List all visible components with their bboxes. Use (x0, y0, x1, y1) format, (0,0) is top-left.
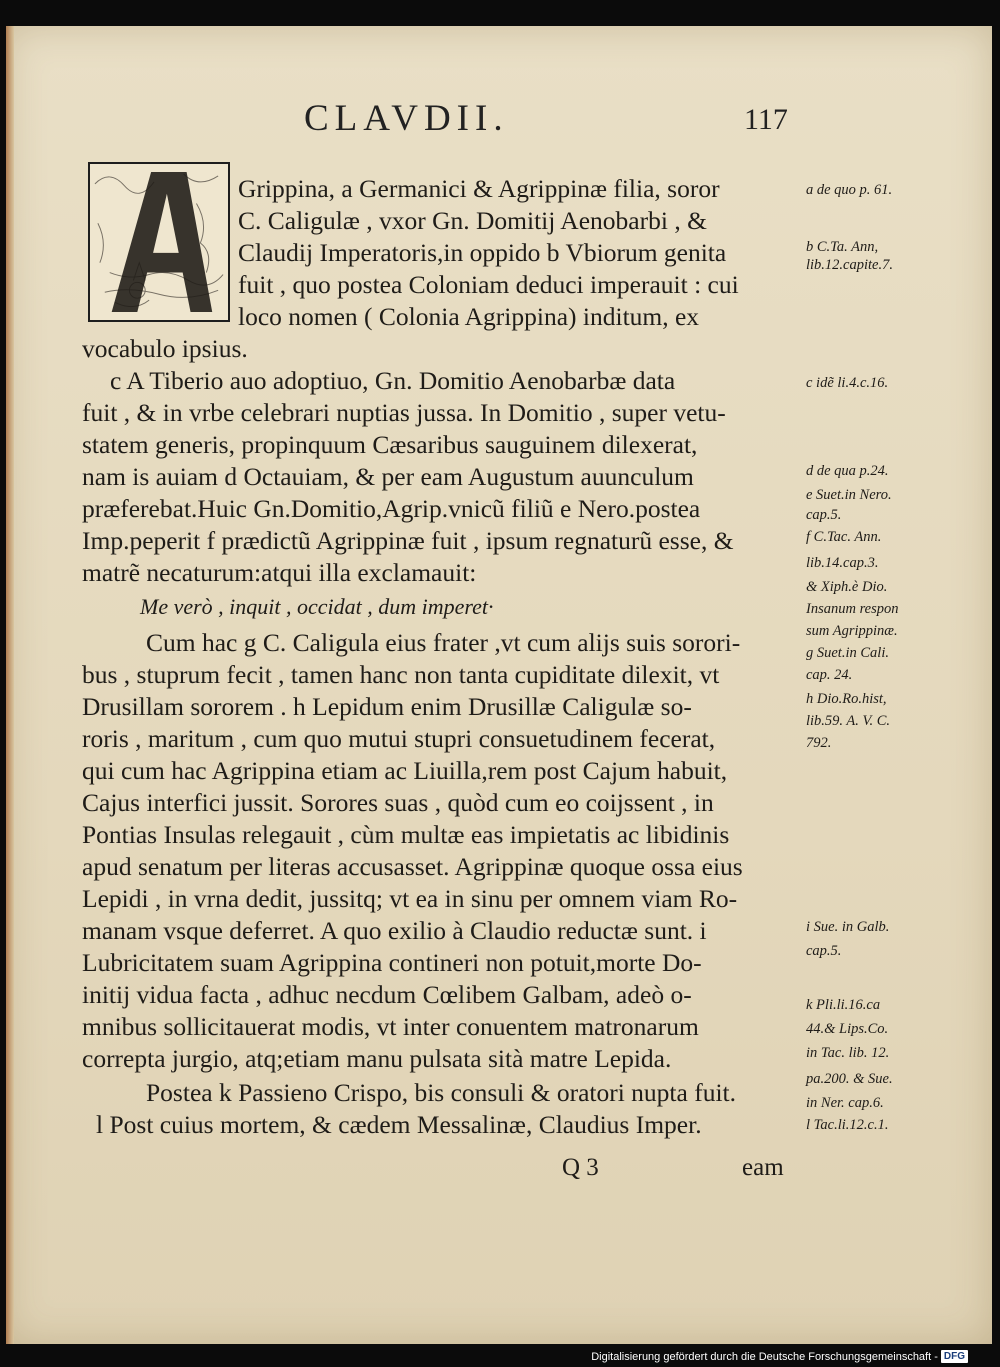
text-line: Postea k Passieno Crispo, bis consuli & oratori nupta fuit. (146, 1078, 736, 1107)
text-line: vocabulo ipsius. (82, 334, 248, 363)
text-line: Imp.peperit f prædictũ Agrippinæ fuit , ipsum regnaturũ esse, & (82, 526, 734, 555)
margin-note: lib.12.capite.7. (806, 257, 893, 273)
margin-note: & Xiph.è Dio. (806, 579, 888, 595)
margin-note: cap.5. (806, 943, 842, 959)
margin-note: pa.200. & Sue. (806, 1071, 893, 1087)
text-line: C. Caligulæ , vxor Gn. Domitij Aenobarbi , & (238, 206, 707, 235)
text-line: c A Tiberio auo adoptiuo, Gn. Domitio Aenobarbæ data (110, 366, 676, 395)
page-number: 117 (744, 103, 788, 136)
margin-note: i Sue. in Galb. (806, 919, 890, 935)
drop-cap-letter: A (157, 238, 161, 244)
margin-note: 44.& Lips.Co. (806, 1021, 889, 1037)
text-line: Grippina, a Germanici & Agrippinæ filia, soror (238, 174, 720, 203)
text-line: Cum hac g C. Caligula eius frater ,vt cum alijs suis sorori- (146, 628, 741, 657)
text-line: Drusillam sororem . h Lepidum enim Drusillæ Caligulæ so- (82, 692, 692, 721)
page-edge (6, 26, 14, 1344)
text-line: correpta jurgio, atq;etiam manu pulsata sità matre Lepida. (82, 1044, 672, 1073)
margin-note: sum Agrippinæ. (806, 623, 898, 639)
margin-note: lib.59. A. V. C. (806, 713, 891, 729)
text-line: Lubricitatem suam Agrippina contineri non potuit,morte Do- (82, 948, 702, 977)
text-line: statem generis, propinquum Cæsaribus sauguinem dilexerat, (82, 430, 698, 459)
text-line: nam is auiam d Octauiam, & per eam Augustum auunculum (82, 462, 694, 491)
margin-note: Insanum respon (806, 601, 899, 617)
margin-note: e Suet.in Nero. (806, 487, 892, 503)
text-line: matrẽ necaturum:atqui illa exclamauit: (82, 558, 477, 587)
margin-note: k Pli.li.16.ca (806, 997, 881, 1013)
margin-note: lib.14.cap.3. (806, 555, 879, 571)
footer-text: Digitalisierung gefördert durch die Deutsche Forschungsgemeinschaft - (591, 1350, 938, 1363)
text-line: apud senatum per literas accusasset. Agrippinæ quoque ossa eius (82, 852, 743, 881)
catchword: eam (742, 1154, 784, 1181)
text-line: fuit , quo postea Coloniam deduci imperauit : cui (238, 270, 739, 299)
text-line: roris , maritum , cum quo mutui stupri consuetudinem fecerat, (82, 724, 716, 753)
drop-cap-illustration (90, 164, 228, 320)
text-line: qui cum hac Agrippina etiam ac Liuilla,rem post Cajum habuit, (82, 756, 728, 785)
text-line: mnibus sollicitauerat modis, vt inter conuentem matronarum (82, 1012, 699, 1041)
text-line: bus , stuprum fecit , tamen hanc non tanta cupiditate dilexit, vt (82, 660, 720, 689)
decorated-initial-letter (88, 162, 230, 322)
margin-note: c idẽ li.4.c.16. (806, 375, 889, 391)
running-title: CLAVDII. (304, 98, 509, 139)
text-line: Lepidi , in vrna dedit, jussitq; vt ea in sinu per omnem viam Ro- (82, 884, 738, 913)
dfg-logo-icon: DFG (941, 1350, 968, 1363)
text-line: Claudij Imperatoris,in oppido b Vbiorum genita (238, 238, 727, 267)
digitization-footer (591, 1350, 968, 1363)
margin-note: f C.Tac. Ann. (806, 529, 882, 545)
text-line: loco nomen ( Colonia Agrippina) inditum, ex (238, 302, 700, 331)
margin-note: h Dio.Ro.hist, (806, 691, 887, 707)
book-page (6, 26, 992, 1344)
signature-mark: Q 3 (562, 1154, 599, 1181)
quoted-speech: Me verò , inquit , occidat , dum imperet· (140, 594, 494, 619)
text-line: l Post cuius mortem, & cædem Messalinæ, Claudius Imper. (96, 1110, 702, 1139)
margin-note: g Suet.in Cali. (806, 645, 889, 661)
text-line: manam vsque deferret. A quo exilio à Claudio reductæ sunt. i (82, 916, 707, 945)
margin-note: 792. (806, 735, 832, 751)
margin-note: a de quo p. 61. (806, 182, 893, 198)
margin-note: d de qua p.24. (806, 463, 889, 479)
margin-note: in Ner. cap.6. (806, 1095, 884, 1111)
margin-note: l Tac.li.12.c.1. (806, 1117, 889, 1133)
margin-note: b C.Ta. Ann, (806, 239, 879, 255)
margin-note: cap.5. (806, 507, 842, 523)
text-line: Cajus interfici jussit. Sorores suas , quòd cum eo coijssent , in (82, 788, 714, 817)
text-line: præferebat.Huic Gn.Domitio,Agrip.vnicũ filiũ e Nero.postea (82, 494, 701, 523)
text-line: initij vidua facta , adhuc necdum Cœlibem Galbam, adeò o- (82, 980, 692, 1009)
text-line: fuit , & in vrbe celebrari nuptias jussa. In Domitio , super vetu- (82, 398, 726, 427)
text-line: Pontias Insulas relegauit , cùm multæ eas impietatis ac libidinis (82, 820, 730, 849)
margin-note: cap. 24. (806, 667, 853, 683)
margin-note: in Tac. lib. 12. (806, 1045, 890, 1061)
